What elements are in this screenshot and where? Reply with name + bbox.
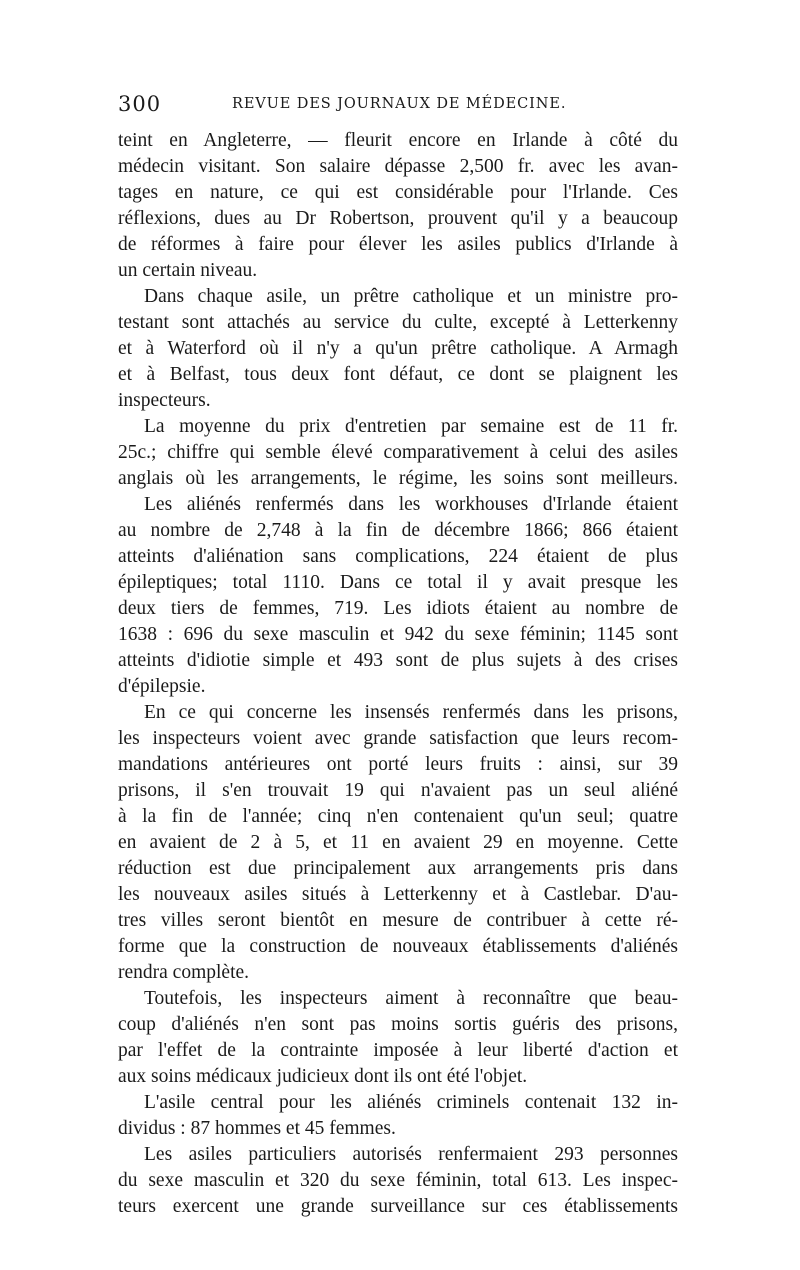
text-line: et à Waterford où il n'y a qu'un prêtre catholique. A Armagh [118, 338, 678, 359]
paragraph-first-line: L'asile central pour les aliénés criminels contenait 132 in- [144, 1092, 678, 1113]
text-line: par l'effet de la contrainte imposée à leur liberté d'action et [118, 1040, 678, 1061]
text-line: au nombre de 2,748 à la fin de décembre 1866; 866 étaient [118, 520, 678, 541]
paragraph-first-line: La moyenne du prix d'entretien par semaine est de 11 fr. [144, 416, 678, 437]
text-line: inspecteurs. [118, 390, 211, 411]
text-line: 1638 : 696 du sexe masculin et 942 du sexe féminin; 1145 sont [118, 624, 678, 645]
text-line: d'épilepsie. [118, 676, 206, 697]
text-line: 25c.; chiffre qui semble élevé comparativement à celui des asiles [118, 442, 678, 463]
text-line: en avaient de 2 à 5, et 11 en avaient 29 en moyenne. Cette [118, 832, 678, 853]
text-line: deux tiers de femmes, 719. Les idiots étaient au nombre de [118, 598, 678, 619]
text-line: réduction est due principalement aux arrangements pris dans [118, 858, 678, 879]
text-line: teint en Angleterre, — fleurit encore en Irlande à côté du [118, 130, 678, 151]
text-line: prisons, il s'en trouvait 19 qui n'avaient pas un seul aliéné [118, 780, 678, 801]
text-line: rendra complète. [118, 962, 250, 983]
page-header [118, 92, 678, 118]
text-line: tres villes seront bientôt en mesure de contribuer à cette ré- [118, 910, 678, 931]
paragraph-first-line: Dans chaque asile, un prêtre catholique et un ministre pro- [144, 286, 678, 307]
text-line: aux soins médicaux judicieux dont ils ont été l'objet. [118, 1066, 528, 1087]
running-title: REVUE DES JOURNAUX DE MÉDECINE. [232, 96, 567, 112]
text-line: tages en nature, ce qui est considérable pour l'Irlande. Ces [118, 182, 678, 203]
text-line: atteints d'idiotie simple et 493 sont de plus sujets à des crises [118, 650, 678, 671]
text-line: médecin visitant. Son salaire dépasse 2,500 fr. avec les avan- [118, 156, 678, 177]
text-line: mandations antérieures ont porté leurs fruits : ainsi, sur 39 [118, 754, 678, 775]
text-line: dividus : 87 hommes et 45 femmes. [118, 1118, 396, 1139]
text-line: teurs exercent une grande surveillance sur ces établissements [118, 1196, 678, 1217]
text-line: coup d'aliénés n'en sont pas moins sortis guéris des prisons, [118, 1014, 678, 1035]
text-line: du sexe masculin et 320 du sexe féminin, total 613. Les inspec- [118, 1170, 678, 1191]
text-line: épileptiques; total 1110. Dans ce total il y avait presque les [118, 572, 678, 593]
text-line: anglais où les arrangements, le régime, les soins sont meilleurs. [118, 468, 678, 489]
paragraph-first-line: Toutefois, les inspecteurs aiment à reconnaître que beau- [144, 988, 678, 1009]
text-line: et à Belfast, tous deux font défaut, ce dont se plaignent les [118, 364, 678, 385]
paragraph-first-line: Les asiles particuliers autorisés renfermaient 293 personnes [144, 1144, 678, 1165]
text-line: les inspecteurs voient avec grande satisfaction que leurs recom- [118, 728, 678, 749]
text-line: forme que la construction de nouveaux établissements d'aliénés [118, 936, 678, 957]
text-line: les nouveaux asiles situés à Letterkenny et à Castlebar. D'au- [118, 884, 678, 905]
page-number: 300 [118, 92, 162, 116]
text-line: à la fin de l'année; cinq n'en contenaient qu'un seul; quatre [118, 806, 678, 827]
text-line: réflexions, dues au Dr Robertson, prouvent qu'il y a beaucoup [118, 208, 678, 229]
text-line: testant sont attachés au service du culte, excepté à Letterkenny [118, 312, 678, 333]
body-text [118, 128, 678, 1220]
paragraph-first-line: Les aliénés renfermés dans les workhouses d'Irlande étaient [144, 494, 678, 515]
text-line: un certain niveau. [118, 260, 258, 281]
text-line: atteints d'aliénation sans complications, 224 étaient de plus [118, 546, 678, 567]
text-line: de réformes à faire pour élever les asiles publics d'Irlande à [118, 234, 678, 255]
paragraph-first-line: En ce qui concerne les insensés renfermés dans les prisons, [144, 702, 678, 723]
